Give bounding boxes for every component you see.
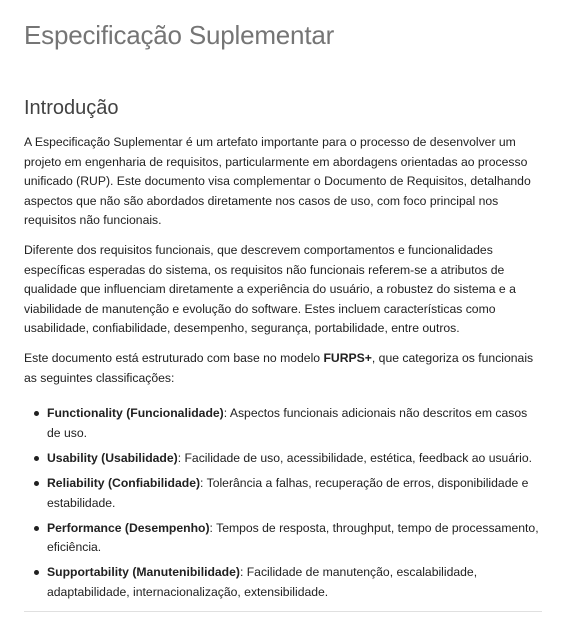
list-item-term: Performance (Desempenho) xyxy=(47,520,210,535)
list-item-term: Usability (Usabilidade) xyxy=(47,450,178,465)
list-item-usability xyxy=(47,449,542,469)
list-item-functionality xyxy=(47,404,542,443)
intro-paragraph-1: A Especificação Suplementar é um artefato importante para o processo de desenvolver um projeto em engenharia de requisitos, particularmente em abordagens orientadas ao processo unificado (RUP). Este documento visa complementar o Documento de Requisitos, detalhando aspectos que não são abordados diretamente nos casos de uso, com foco principal nos requisitos não funcionais. xyxy=(24,135,531,228)
list-item-term: Supportability (Manutenibilidade) xyxy=(47,565,240,580)
list-item-term: Functionality (Funcionalidade) xyxy=(47,406,224,421)
list-item-description: : Facilidade de manutenção, escalabilidade, adaptabilidade, internacionalização, extensibilidade. xyxy=(47,565,478,599)
list-item-description: : Tolerância a falhas, recuperação de erros, disponibilidade e estabilidade. xyxy=(47,475,529,510)
list-item-description: : Aspectos funcionais adicionais não descritos em casos de uso. xyxy=(47,406,528,440)
paragraph-3-text-end: , que categoriza os funcionais as seguintes classificações: xyxy=(24,350,534,385)
intro-paragraph-3 xyxy=(24,349,542,388)
classification-list xyxy=(24,404,542,602)
list-item-description: : Tempos de resposta, throughput, tempo de processamento, eficiência. xyxy=(47,520,539,555)
list-item-term: Reliability (Confiabilidade) xyxy=(47,475,201,490)
section-heading-introducao: Introdução xyxy=(24,97,119,119)
furps-term: FURPS+ xyxy=(323,350,372,365)
page-title: Especificação Suplementar xyxy=(24,20,335,50)
paragraph-3-text-start: Este documento está estruturado com base no modelo xyxy=(24,350,324,365)
list-item-description: : Facilidade de uso, acessibilidade, estética, feedback ao usuário. xyxy=(177,450,533,465)
list-item-performance xyxy=(47,519,542,558)
intro-paragraph-2: Diferente dos requisitos funcionais, que descrevem comportamentos e funcionalidades específicas esperadas do sistema, os requisitos não funcionais referem-se a atributos de qualidade que influenciam diretamente a experiência do usuário, a robustez do sistema e a viabilidade de manutenção e evolução do software. Estes incluem características como usabilidade, confiabilidade, desempenho, segurança, portabilidade, entre outros. xyxy=(24,242,516,336)
section-divider xyxy=(24,611,542,612)
list-item-supportability xyxy=(47,563,542,602)
document-content xyxy=(24,0,542,608)
list-item-reliability xyxy=(47,474,542,513)
